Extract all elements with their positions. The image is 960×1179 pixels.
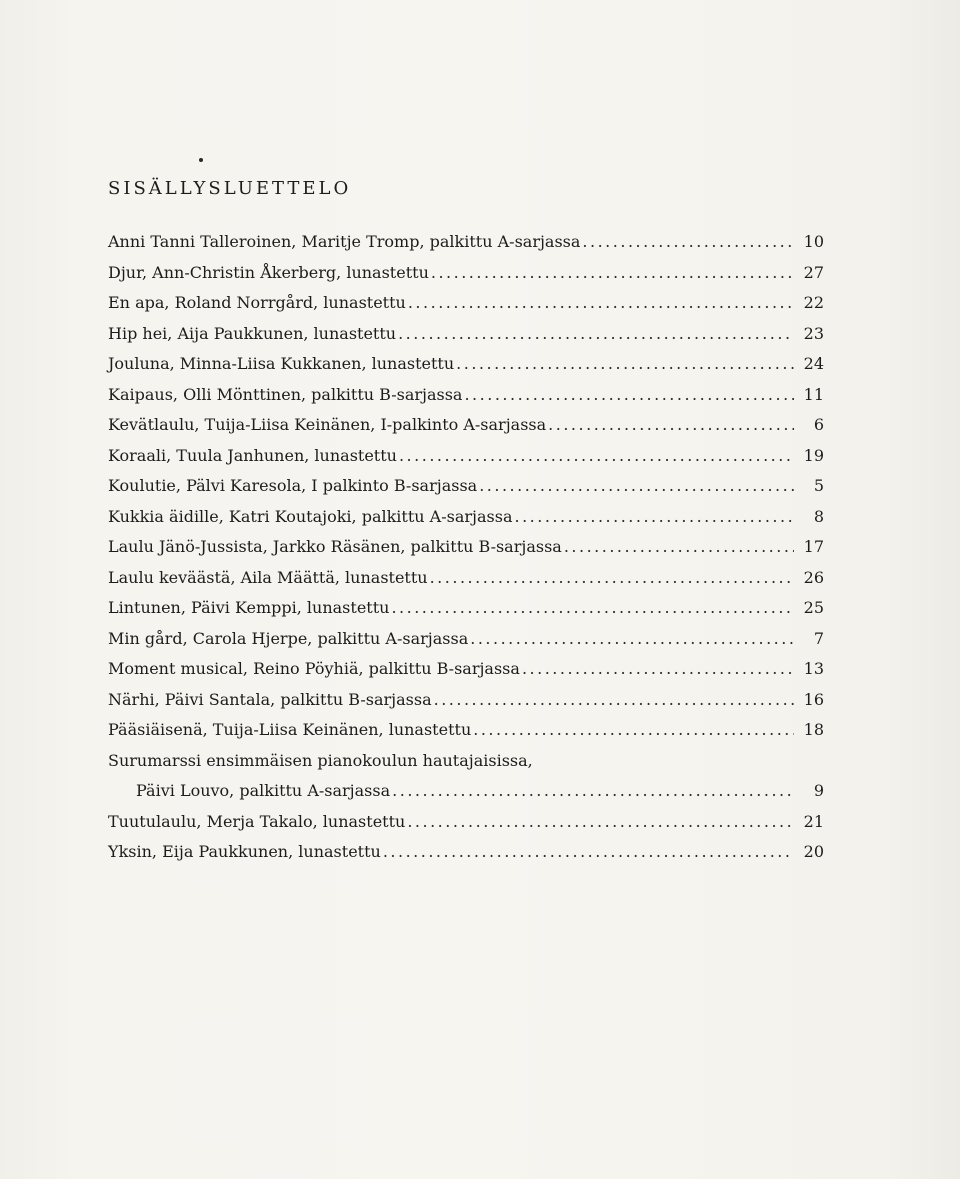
toc-entry-page: 16 — [803, 689, 824, 709]
toc-entry-title: Jouluna, Minna-Liisa Kukkanen, lunastettu — [108, 354, 455, 373]
toc-entry-page: 6 — [813, 415, 824, 434]
toc-entry-page: 10 — [803, 232, 824, 251]
toc-entry-title: Hip hei, Aija Paukkunen, lunastettu — [108, 323, 397, 343]
toc-entry — [108, 410, 824, 441]
toc-entry-page: 27 — [803, 262, 824, 282]
dot-leader — [407, 807, 794, 838]
toc-entry — [108, 685, 824, 716]
toc-entry-page: 20 — [803, 842, 824, 861]
toc-entry-page: 21 — [803, 811, 824, 831]
toc-entry-page: 5 — [813, 476, 824, 495]
toc-entry-title: Yksin, Eija Paukkunen, lunastettu — [108, 842, 381, 861]
page-title: SISÄLLYSLUETTELO — [108, 178, 352, 199]
toc-entry-first-line — [108, 746, 824, 777]
dot-leader — [548, 410, 794, 441]
dot-leader — [464, 380, 794, 411]
toc-entry-title: Djur, Ann-Christin Åkerberg, lunastettu — [108, 262, 429, 282]
toc-entry-page: 8 — [813, 506, 824, 526]
toc-entry — [108, 258, 824, 289]
toc-entry-page: 26 — [803, 567, 824, 587]
toc-entry-title: Laulu keväästä, Aila Määttä, lunastettu — [108, 567, 428, 587]
toc-entry — [108, 532, 824, 563]
toc-entry-title: Koraali, Tuula Janhunen, lunastettu — [108, 445, 397, 465]
toc-entry — [108, 654, 824, 685]
dot-leader — [408, 288, 794, 319]
toc-entry-title: Lintunen, Päivi Kemppi, lunastettu — [108, 598, 390, 617]
toc-entry — [108, 441, 824, 472]
toc-entry — [108, 471, 824, 502]
dot-leader — [399, 441, 794, 472]
dot-leader — [431, 258, 794, 289]
toc-entry-title: Koulutie, Pälvi Karesola, I palkinto B-sarjassa — [108, 476, 478, 495]
toc-entry-title: Kukkia äidille, Katri Koutajoki, palkittu A-sarjassa — [108, 506, 513, 526]
toc-entry-continuation — [108, 776, 824, 807]
toc-entry-page: 7 — [813, 628, 824, 648]
toc-entry — [108, 807, 824, 838]
toc-entry — [108, 624, 824, 655]
toc-entry-page: 13 — [803, 659, 824, 678]
toc-entry-page: 25 — [803, 598, 824, 617]
toc-entry — [108, 288, 824, 319]
toc-entry-page: 23 — [803, 323, 824, 343]
toc-entry-title: Tuutulaulu, Merja Takalo, lunastettu — [108, 811, 406, 831]
toc-entry-title: Kevätlaulu, Tuija-Liisa Keinänen, I-palkinto A-sarjassa — [108, 415, 547, 434]
dot-leader — [456, 349, 794, 380]
toc-entry-title: Kaipaus, Olli Mönttinen, palkittu B-sarjassa — [108, 384, 463, 404]
toc-entry-title: En apa, Roland Norrgård, lunastettu — [108, 293, 406, 312]
toc-entry-title: Närhi, Päivi Santala, palkittu B-sarjassa — [108, 689, 432, 709]
toc-entry-page: 24 — [803, 354, 824, 373]
dot-leader — [470, 624, 794, 655]
toc-entry — [108, 563, 824, 594]
dot-leader — [515, 502, 795, 533]
toc-entry-title: Surumarssi ensimmäisen pianokoulun hautajaisissa, — [108, 750, 533, 770]
toc-entry — [108, 227, 824, 258]
toc-entry-page: 22 — [803, 293, 824, 312]
toc-entry — [108, 593, 824, 624]
toc-entry — [108, 380, 824, 411]
toc-entry-page: 11 — [803, 384, 824, 404]
toc-entry-page: 18 — [803, 720, 824, 739]
toc-entry-title: Moment musical, Reino Pöyhiä, palkittu B-sarjassa — [108, 659, 520, 678]
dot-leader — [434, 685, 794, 716]
toc-entry-page: 9 — [813, 781, 824, 800]
dot-leader — [383, 837, 794, 868]
dot-leader — [392, 776, 794, 807]
toc-entry-page: 19 — [803, 445, 824, 465]
toc-entry — [108, 502, 824, 533]
toc-entry — [108, 349, 824, 380]
toc-entry — [108, 837, 824, 868]
dot-leader — [473, 715, 794, 746]
dot-leader — [582, 227, 794, 258]
ink-speck — [199, 158, 203, 162]
toc-entry-page: 17 — [803, 537, 824, 556]
toc-entry-title: Min gård, Carola Hjerpe, palkittu A-sarjassa — [108, 628, 469, 648]
dot-leader — [391, 593, 794, 624]
toc-entry-title: Pääsiäisenä, Tuija-Liisa Keinänen, lunastettu — [108, 720, 472, 739]
toc-entry-title: Laulu Jänö-Jussista, Jarkko Räsänen, palkittu B-sarjassa — [108, 537, 562, 556]
table-of-contents — [108, 227, 824, 868]
dot-leader — [522, 654, 794, 685]
toc-entry-title: Päivi Louvo, palkittu A-sarjassa — [136, 781, 391, 800]
dot-leader — [398, 319, 794, 350]
dot-leader — [430, 563, 794, 594]
dot-leader — [564, 532, 794, 563]
dot-leader — [479, 471, 794, 502]
toc-entry-title: Anni Tanni Talleroinen, Maritje Tromp, palkittu A-sarjassa — [108, 232, 581, 251]
toc-entry — [108, 319, 824, 350]
toc-entry — [108, 715, 824, 746]
